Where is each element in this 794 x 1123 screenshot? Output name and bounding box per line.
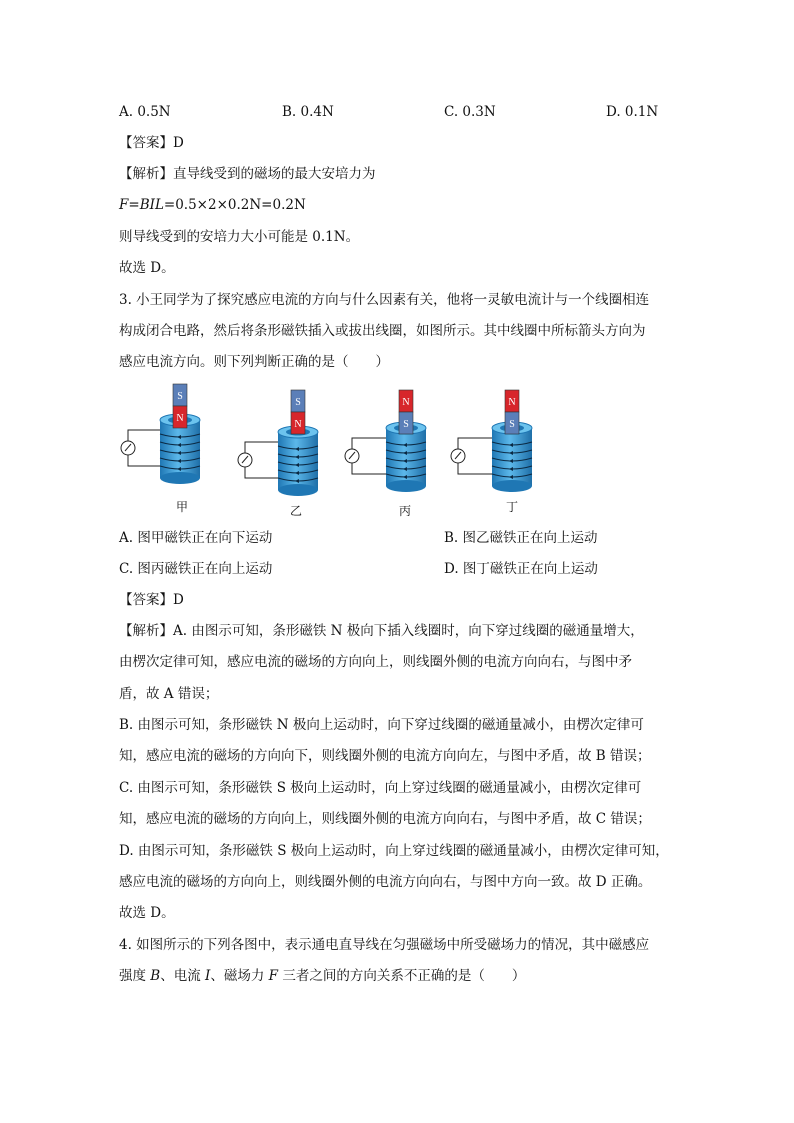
q3-analysis-line-5: 知，感应电流的磁场的方向向下，则线圈外侧的电流方向向左，与图中矛盾，故 B 错误；	[119, 748, 651, 764]
q3-analysis-line-9: 感应电流的磁场的方向向上，则线圈外侧的电流方向向右，与图中方向一致。故 D 正确。	[119, 874, 652, 890]
magnet-bottom-pole-label: S	[509, 419, 515, 430]
q3-stem-line-1: 3. 小王同学为了探究感应电流的方向与什么因素有关，他将一灵敏电流计与一个线圈相连	[119, 292, 650, 308]
q4-stem-2a: 强度	[119, 968, 151, 984]
q3-analysis-line-2: 由楞次定律可知，感应电流的磁场的方向向上，则线圈外侧的电流方向向右，与图中矛	[119, 654, 632, 670]
q2-option-d: D. 0.1N	[606, 104, 659, 120]
coil-bottom	[386, 480, 426, 492]
q3-conclusion: 故选 D。	[119, 905, 175, 921]
q2-answer: 【答案】D	[119, 135, 184, 151]
q4-stem-2d: 三者之间的方向关系不正确的是（ ）	[278, 968, 526, 984]
q2-analysis-line-1	[119, 164, 376, 184]
symbol-B: B	[150, 968, 161, 984]
coil-bottom	[278, 484, 318, 496]
q3-option-b: B. 图乙磁铁正在向上运动	[444, 530, 598, 546]
q3-option-d: D. 图丁磁铁正在向上运动	[444, 561, 598, 577]
q3-answer: 【答案】D	[119, 592, 184, 608]
magnet-top-pole-label: S	[295, 397, 301, 408]
caption-yi: 乙	[290, 504, 303, 518]
formula-rest: =0.5×2×0.2N=0.2N	[163, 197, 306, 213]
panel-3	[345, 390, 426, 492]
q3-option-c: C. 图丙磁铁正在向上运动	[119, 561, 273, 577]
q2-analysis-line-2: 则导线受到的安培力大小可能是 0.1N。	[119, 229, 360, 245]
coil-magnet-diagram	[110, 380, 560, 520]
q3-analysis-line-7: 知，感应电流的磁场的方向向上，则线圈外侧的电流方向向右，与图中矛盾，故 C 错误；	[119, 811, 651, 827]
q4-stem-line-2	[119, 966, 525, 986]
q4-stem-line-1: 4. 如图所示的下列各图中，表示通电直导线在匀强磁场中所受磁场力的情况，其中磁感应	[119, 937, 650, 953]
q3-analysis-line-4: B. 由图示可知，条形磁铁 N 极向上运动时，向下穿过线圈的磁通量减小，由楞次定律可	[119, 717, 644, 733]
panel-4	[451, 390, 532, 492]
q3-analysis-line-1: 【解析】A. 由图示可知，条形磁铁 N 极向下插入线圈时，向下穿过线圈的磁通量增大，	[119, 623, 644, 639]
formula-eq: =	[128, 197, 140, 213]
coil-bottom	[492, 480, 532, 492]
q3-stem-line-3: 感应电流方向。则下列判断正确的是（ ）	[119, 354, 389, 370]
q2-formula	[119, 195, 306, 215]
q2-option-b: B. 0.4N	[282, 104, 334, 120]
analysis-text: 直导线受到的磁场的最大安培力为	[173, 166, 376, 182]
q2-option-c: C. 0.3N	[444, 104, 496, 120]
panel-1	[121, 384, 200, 484]
q3-analysis-line-6: C. 由图示可知，条形磁铁 S 极向上运动时，向上穿过线圈的磁通量减小，由楞次定律可	[119, 780, 642, 796]
q3-figure	[110, 380, 560, 520]
q3-analysis-line-8: D. 由图示可知，条形磁铁 S 极向上运动时，向上穿过线圈的磁通量减小，由楞次定律可知，	[119, 843, 669, 859]
symbol-I: I	[205, 968, 211, 984]
q3-stem-line-2: 构成闭合电路，然后将条形磁铁插入或拔出线圈，如图所示。其中线圈中所标箭头方向为	[119, 323, 646, 339]
formula-BIL: BIL	[139, 197, 164, 213]
analysis-tag: 【解析】	[119, 166, 173, 182]
panel-2	[238, 390, 318, 496]
q2-conclusion: 故选 D。	[119, 260, 175, 276]
symbol-F: F	[268, 968, 279, 984]
magnet-top-pole-label: N	[402, 397, 410, 408]
q3-analysis-line-3: 盾，故 A 错误；	[119, 686, 219, 702]
q4-stem-2c: 、磁场力	[210, 968, 269, 984]
magnet-bottom-pole-label: S	[403, 419, 409, 430]
formula-F: F	[119, 197, 129, 213]
magnet-bottom-pole-label: N	[176, 413, 184, 424]
caption-bing: 丙	[399, 504, 412, 518]
magnet-bottom-pole-label: N	[294, 419, 302, 430]
q3-option-a: A. 图甲磁铁正在向下运动	[119, 530, 273, 546]
q4-stem-2b: 、电流	[160, 968, 206, 984]
coil-bottom	[160, 472, 200, 484]
magnet-top-pole-label: N	[508, 397, 516, 408]
q2-option-a: A. 0.5N	[119, 104, 171, 120]
caption-ding: 丁	[506, 500, 519, 514]
caption-jia: 甲	[176, 500, 189, 514]
magnet-top-pole-label: S	[177, 391, 183, 402]
